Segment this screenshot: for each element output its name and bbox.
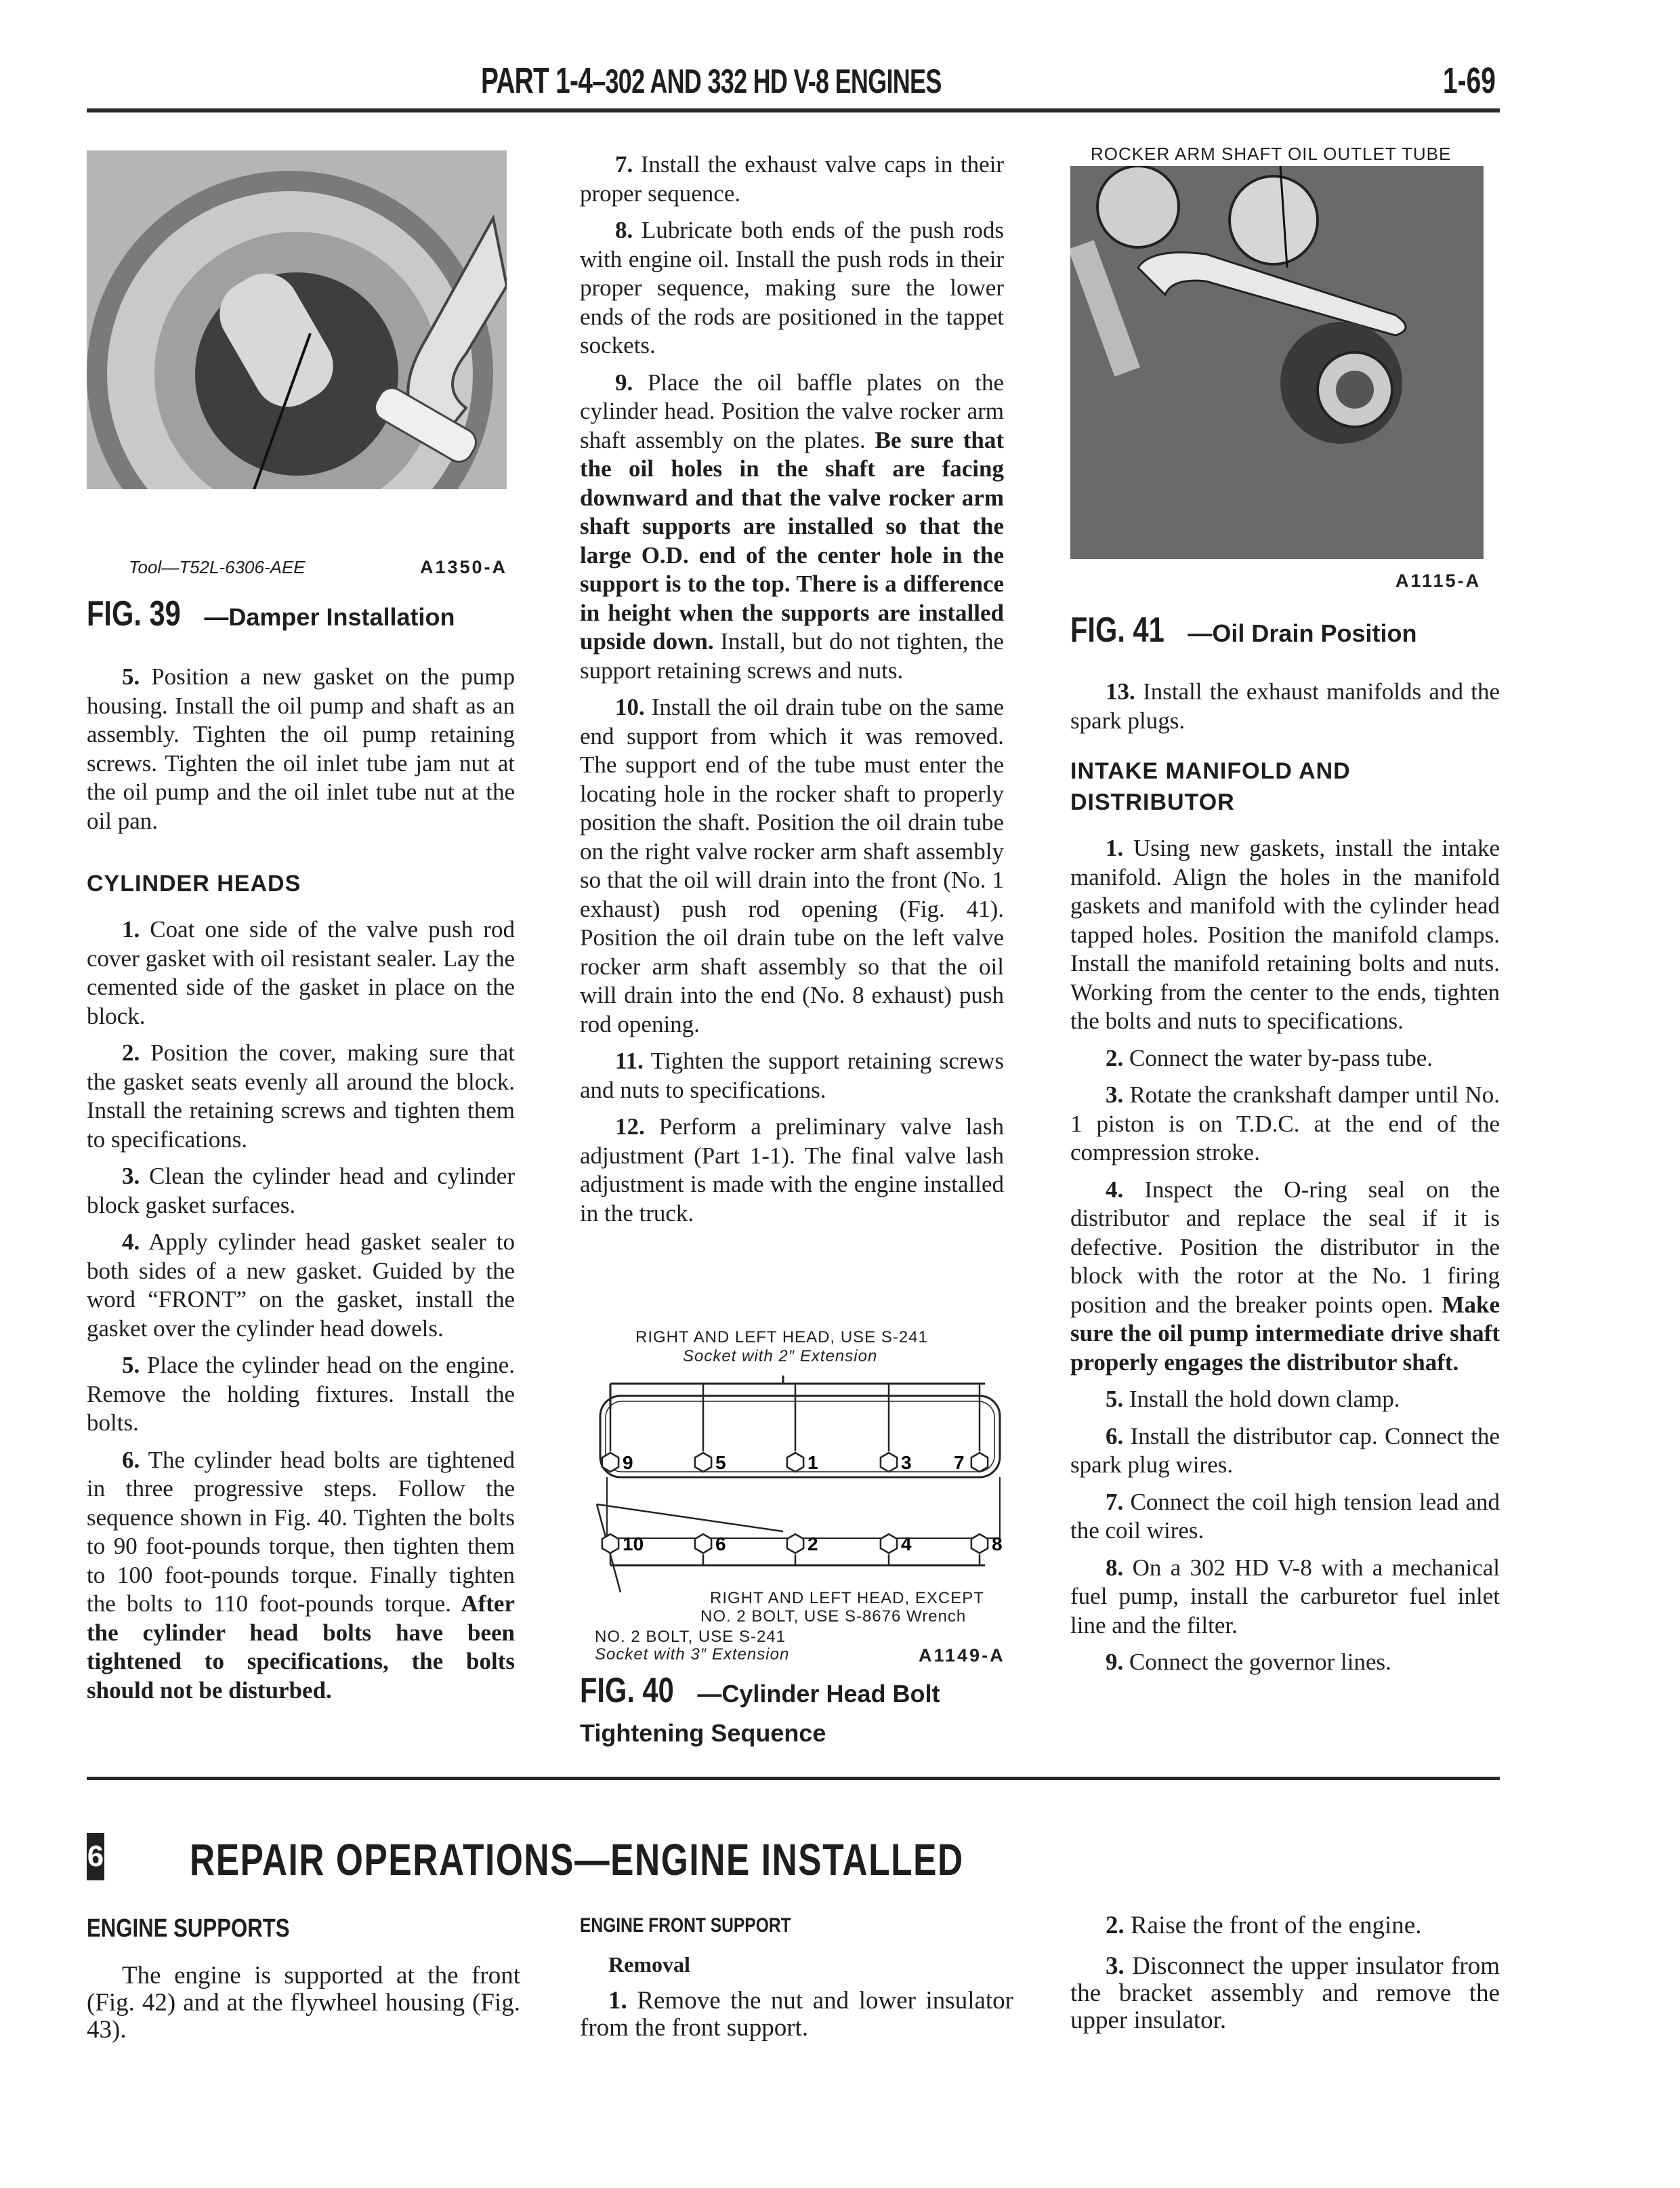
paragraph: 8. On a 302 HD V-8 with a mechanical fuel pump, install the carburetor fuel inlet line and the filter. xyxy=(1070,1554,1500,1638)
fig39-caption xyxy=(87,594,455,634)
fig39-code: A1350-A xyxy=(420,557,508,577)
fig40-no2-label-2: Socket with 3″ Extension xyxy=(595,1645,790,1664)
bolt-number: 1 xyxy=(807,1452,818,1473)
header-title: –302 AND 332 HD V-8 ENGINES xyxy=(592,62,942,100)
bolt-number: 10 xyxy=(623,1533,644,1554)
fig40-caption xyxy=(580,1671,940,1756)
fig40-title-1: —Cylinder Head Bolt xyxy=(697,1680,940,1708)
front-support-block xyxy=(580,1914,1013,2042)
fig40-code: A1149-A xyxy=(919,1645,1005,1666)
warning-text: Be sure that the oil holes in the shaft are facing downward and that the valve rocker arm shaft supports are installed so that the large O.D. end of the center hole in the support is to the top. There is a difference in height when the supports are installed upside down. xyxy=(580,426,1004,655)
fig40-diagram xyxy=(580,1315,1013,1666)
fig41-number: FIG. 41 xyxy=(1070,611,1164,650)
engine-supports-block xyxy=(87,1914,520,2044)
section-rule xyxy=(87,1777,1500,1780)
running-header xyxy=(481,60,942,102)
column-1 xyxy=(87,663,515,1713)
warning-text: Make sure the oil pump intermediate drive shaft properly engages the distributor shaft. xyxy=(1070,1291,1500,1376)
oil-drain-illustration xyxy=(1070,166,1484,559)
paragraph: 6. Install the distributor cap. Connect the spark plug wires. xyxy=(1070,1422,1500,1478)
paragraph: 2. Connect the water by-pass tube. xyxy=(1106,1044,1433,1071)
paragraph: 7. Connect the coil high tension lead and the coil wires. xyxy=(1070,1488,1500,1544)
fig40-number: FIG. 40 xyxy=(580,1671,674,1710)
paragraph: 9. Place the oil baffle plates on the cylinder head. Position the valve rocker arm shaft assembly on the plates. Be sure that the oil holes in the shaft are facing downward and that the valve rocker arm shaft supports are installed so that the large O.D. end of the center hole in the support is to the top. There is a difference in height when the supports are installed upside down. Install, but do not tighten, the support retaining screws and nuts. xyxy=(580,369,1005,684)
bolt-number: 3 xyxy=(901,1452,912,1473)
damper-illustration xyxy=(87,150,507,530)
heading-engine-supports: ENGINE SUPPORTS xyxy=(87,1914,290,1943)
bolt-hex-icon xyxy=(787,1534,803,1553)
paragraph: 3. Rotate the crankshaft damper until No. 1 piston is on T.D.C. at the end of the compression stroke. xyxy=(1070,1081,1500,1165)
paragraph: 2. Position the cover, making sure that the gasket seats evenly all around the block. Install the retaining screws and tighten them to specifications. xyxy=(87,1039,516,1153)
paragraph: 1. Coat one side of the valve push rod cover gasket with oil resistant sealer. Lay the cemented side of the gasket in place on the block. xyxy=(87,916,515,1029)
bolt-hex-icon xyxy=(971,1453,988,1472)
paragraph: 6. The cylinder head bolts are tightened in three progressive steps. Follow the sequence shown in Fig. 40. Tighten the bolts to 90 foot-pounds torque, then tighten them to 100 foot-pounds torque. Finally tighten the bolts to 110 foot-pounds torque. After the cylinder head bolts have been tightened to specifications, the bolts should not be disturbed. xyxy=(87,1446,515,1704)
bolt-hex-icon xyxy=(881,1453,897,1472)
fig40-no2-label-1: NO. 2 BOLT, USE S-241 xyxy=(595,1628,786,1646)
paragraph: 8. Lubricate both ends of the push rods with engine oil. Install the push rods in their proper sequence, making sure the lower ends of the rods are positioned in the tappet sockets. xyxy=(580,217,1005,358)
paragraph: 11. Tighten the support retaining screws and nuts to specifications. xyxy=(580,1048,1004,1103)
page-number: 1-69 xyxy=(1443,60,1496,101)
bolt-number: 9 xyxy=(623,1452,633,1473)
paragraph: 5. Place the cylinder head on the engine. Remove the holding fixtures. Install the bolts. xyxy=(87,1352,515,1436)
bolt-hex-icon xyxy=(971,1534,988,1553)
subheading-removal: Removal xyxy=(608,1952,690,1977)
fig41-title: —Oil Drain Position xyxy=(1188,619,1417,647)
fig40-bottom-label-2: NO. 2 BOLT, USE S-8676 Wrench xyxy=(700,1607,967,1626)
bolt-hex-icon xyxy=(602,1534,618,1553)
bolt-number: 7 xyxy=(954,1452,965,1473)
paragraph: 2. Raise the front of the engine. xyxy=(1106,1912,1422,1939)
paragraph: 12. Perform a preliminary valve lash adjustment (Part 1-1). The final valve lash adjustment is made with the engine installed in the truck. xyxy=(580,1113,1004,1226)
paragraph: 13. Install the exhaust manifolds and the spark plugs. xyxy=(1070,678,1500,734)
fig41-oil-drain-photo xyxy=(1070,166,1484,559)
fig41-caption xyxy=(1070,610,1416,651)
section-title: REPAIR OPERATIONS—ENGINE INSTALLED xyxy=(190,1834,964,1884)
fig40-top-label-1: RIGHT AND LEFT HEAD, USE S-241 xyxy=(635,1328,928,1346)
fig39-title: —Damper Installation xyxy=(204,603,455,631)
paragraph: 9. Connect the governor lines. xyxy=(1106,1649,1391,1675)
fig40-bottom-label-1: RIGHT AND LEFT HEAD, EXCEPT xyxy=(710,1589,984,1607)
heading-engine-front-support: ENGINE FRONT SUPPORT xyxy=(580,1914,791,1937)
paragraph: 10. Install the oil drain tube on the same end support from which it was removed. The support end of the tube must enter the locating hole in the rocker shaft to properly position the shaft. Position the oil drain tube on the right valve rocker arm shaft assembly so that the oil will drain into the front (No. 1 exhaust) push rod opening (Fig. 41). Position the oil drain tube on the left valve rocker arm shaft assembly so that the oil will drain into the end (No. 8 exhaust) push rod opening. xyxy=(580,694,1004,1037)
bolt-hex-icon xyxy=(787,1453,803,1472)
front-support-continued xyxy=(1070,1912,1500,2034)
bolt-hex-icon xyxy=(881,1534,897,1553)
paragraph: 4. Inspect the O-ring seal on the distributor and replace the seal if it is defective. Position the distributor in the block with the rotor at the No. 1 firing position and the breaker points open. Make sure the oil pump intermediate drive shaft properly engages the distributor shaft. xyxy=(1070,1176,1500,1376)
bolt-hex-icon xyxy=(695,1453,711,1472)
paragraph: 5. Install the hold down clamp. xyxy=(1106,1386,1400,1412)
paragraph: 1. Remove the nut and lower insulator from the front support. xyxy=(580,1987,1014,2042)
bolt-number: 6 xyxy=(715,1533,726,1554)
bolt-markers xyxy=(580,1315,1013,1599)
part-label: PART 1-4 xyxy=(481,60,593,101)
warning-text: After the cylinder head bolts have been tightened to specifications, the bolts should not be disturbed. xyxy=(87,1590,515,1704)
fig40-top-label-2: Socket with 2″ Extension xyxy=(683,1347,878,1365)
header-rule xyxy=(87,108,1500,112)
heading-cylinder-heads: CYLINDER HEADS xyxy=(87,871,301,896)
column-2 xyxy=(580,150,1004,1236)
fig39-tool-label: Tool—T52L-6306-AEE xyxy=(129,557,306,577)
fig39-number: FIG. 39 xyxy=(87,594,181,634)
fig39-damper-photo xyxy=(87,150,507,530)
bolt-hex-icon xyxy=(602,1453,618,1472)
fig41-label: ROCKER ARM SHAFT OIL OUTLET TUBE xyxy=(1091,144,1452,164)
fig40-title-2: Tightening Sequence xyxy=(580,1719,826,1747)
fig41-code: A1115-A xyxy=(1395,571,1482,591)
paragraph: 4. Apply cylinder head gasket sealer to both sides of a new gasket. Guided by the word “FRONT” on the gasket, install the gasket over the cylinder head dowels. xyxy=(87,1229,515,1342)
heading-intake-manifold: INTAKE MANIFOLD AND DISTRIBUTOR xyxy=(1070,758,1351,815)
bolt-number: 5 xyxy=(715,1452,726,1473)
paragraph: 3. Clean the cylinder head and cylinder block gasket surfaces. xyxy=(87,1163,515,1218)
paragraph: 5. Position a new gasket on the pump housing. Install the oil pump and shaft as an assembly. Tighten the oil pump retaining screws. Tighten the oil inlet tube jam nut at the oil pump and the oil inlet tube nut at the oil pan. xyxy=(87,663,515,834)
bolt-hex-icon xyxy=(695,1534,711,1553)
paragraph: 7. Install the exhaust valve caps in their proper sequence. xyxy=(580,151,1004,207)
paragraph: 1. Using new gaskets, install the intake manifold. Align the holes in the manifold gaskets and manifold with the cylinder head tapped holes. Position the manifold clamps. Install the manifold retaining bolts and nuts. Working from the center to the ends, tighten the bolts and nuts to specifications. xyxy=(1070,835,1500,1034)
bolt-number: 2 xyxy=(807,1533,818,1554)
section-number-badge: 6 xyxy=(87,1833,104,1880)
paragraph: 3. Disconnect the upper insulator from the bracket assembly and remove the upper insulator. xyxy=(1070,1952,1500,2034)
bolt-number: 4 xyxy=(901,1533,912,1554)
bolt-number: 8 xyxy=(992,1533,1003,1554)
column-3 xyxy=(1070,678,1500,1685)
engine-supports-text: The engine is supported at the front (Fig. 42) and at the flywheel housing (Fig. 43). xyxy=(87,1962,520,2044)
